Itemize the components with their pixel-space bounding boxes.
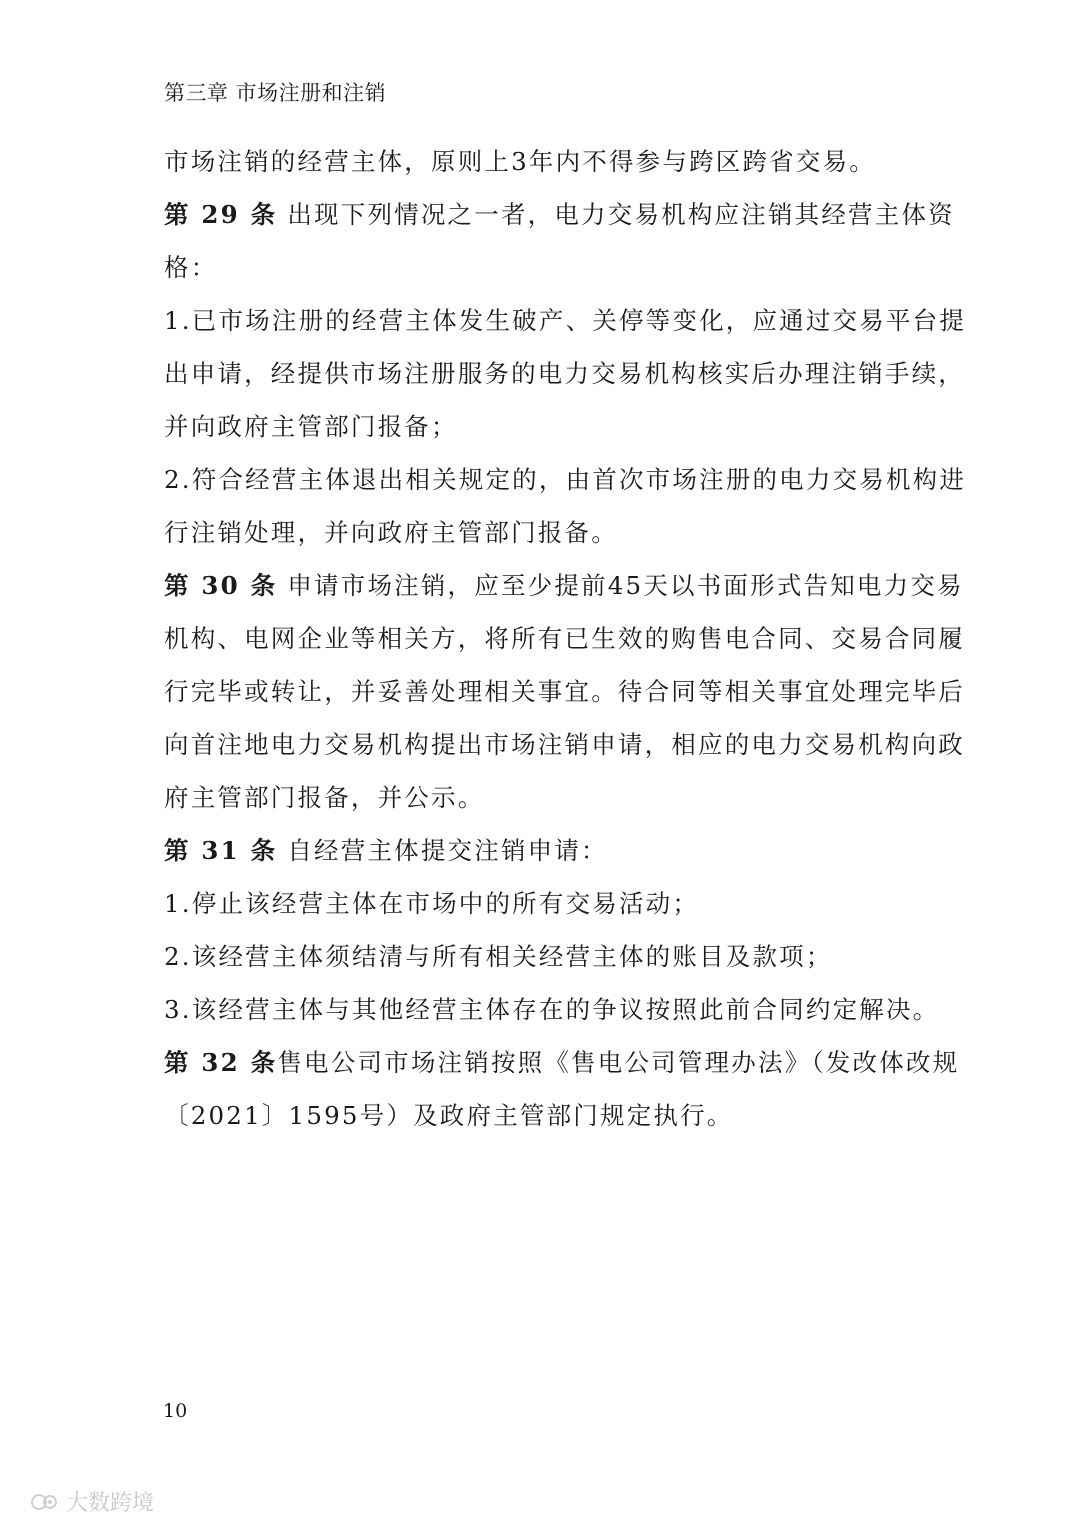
line-text: 2.该经营主体须结清与所有相关经营主体的账目及款项；	[164, 942, 833, 971]
line-text: 〔2021〕1595号）及政府主管部门规定执行。	[164, 1101, 734, 1130]
text-line	[164, 930, 924, 983]
page-number: 10	[163, 1400, 188, 1422]
article-number: 第 32 条	[164, 1048, 278, 1077]
text-line	[164, 665, 965, 718]
text-line	[164, 294, 967, 347]
document-body	[164, 135, 967, 1142]
text-line	[164, 718, 965, 771]
line-text: 行注销处理，并向政府主管部门报备。	[164, 518, 618, 547]
text-line	[164, 877, 924, 930]
article-line	[164, 824, 924, 877]
text-line	[164, 1089, 924, 1142]
line-text: 1.停止该经营主体在市场中的所有交易活动；	[164, 889, 700, 918]
line-text: 出现下列情况之一者，电力交易机构应注销其经营主体资	[277, 200, 955, 229]
text-line	[164, 135, 924, 188]
line-text: 向首注地电力交易机构提出市场注销申请，相应的电力交易机构向政	[164, 730, 965, 759]
article-number: 第 31 条	[164, 836, 278, 865]
text-line	[164, 241, 924, 294]
text-line	[164, 453, 967, 506]
line-text: 1.已市场注册的经营主体发生破产、关停等变化，应通过交易平台提	[164, 306, 967, 335]
line-text: 格：	[164, 253, 218, 282]
text-line	[164, 347, 965, 400]
line-text: 市场注销的经营主体，原则上3年内不得参与跨区跨省交易。	[164, 147, 876, 176]
line-text: 售电公司市场注销按照《售电公司管理办法》（发改体改规	[277, 1048, 960, 1077]
text-line	[164, 506, 924, 559]
line-text: 3.该经营主体与其他经营主体存在的争议按照此前合同约定解决。	[164, 995, 940, 1024]
chapter-header: 第三章 市场注册和注销	[164, 81, 387, 105]
watermark-text: 大数跨境	[66, 1491, 155, 1516]
watermark	[30, 1486, 154, 1517]
text-line	[164, 983, 940, 1036]
text-line	[164, 612, 965, 665]
logo-icon	[30, 1491, 60, 1513]
article-number: 第 30 条	[164, 571, 278, 600]
article-number: 第 29 条	[164, 200, 278, 229]
article-line	[164, 1036, 960, 1089]
line-text: 2.符合经营主体退出相关规定的，由首次市场注册的电力交易机构进	[164, 465, 967, 494]
article-line	[164, 559, 964, 612]
line-text: 并向政府主管部门报备；	[164, 412, 458, 441]
article-line	[164, 188, 955, 241]
text-line	[164, 771, 924, 824]
line-text: 自经营主体提交注销申请：	[277, 836, 608, 865]
line-text: 行完毕或转让，并妥善处理相关事宜。待合同等相关事宜处理完毕后	[164, 677, 965, 706]
line-text: 出申请，经提供市场注册服务的电力交易机构核实后办理注销手续，	[164, 359, 965, 388]
line-text: 申请市场注销，应至少提前45天以书面形式告知电力交易	[277, 571, 964, 600]
line-text: 府主管部门报备，并公示。	[164, 783, 485, 812]
text-line	[164, 400, 924, 453]
line-text: 机构、电网企业等相关方，将所有已生效的购售电合同、交易合同履	[164, 624, 965, 653]
